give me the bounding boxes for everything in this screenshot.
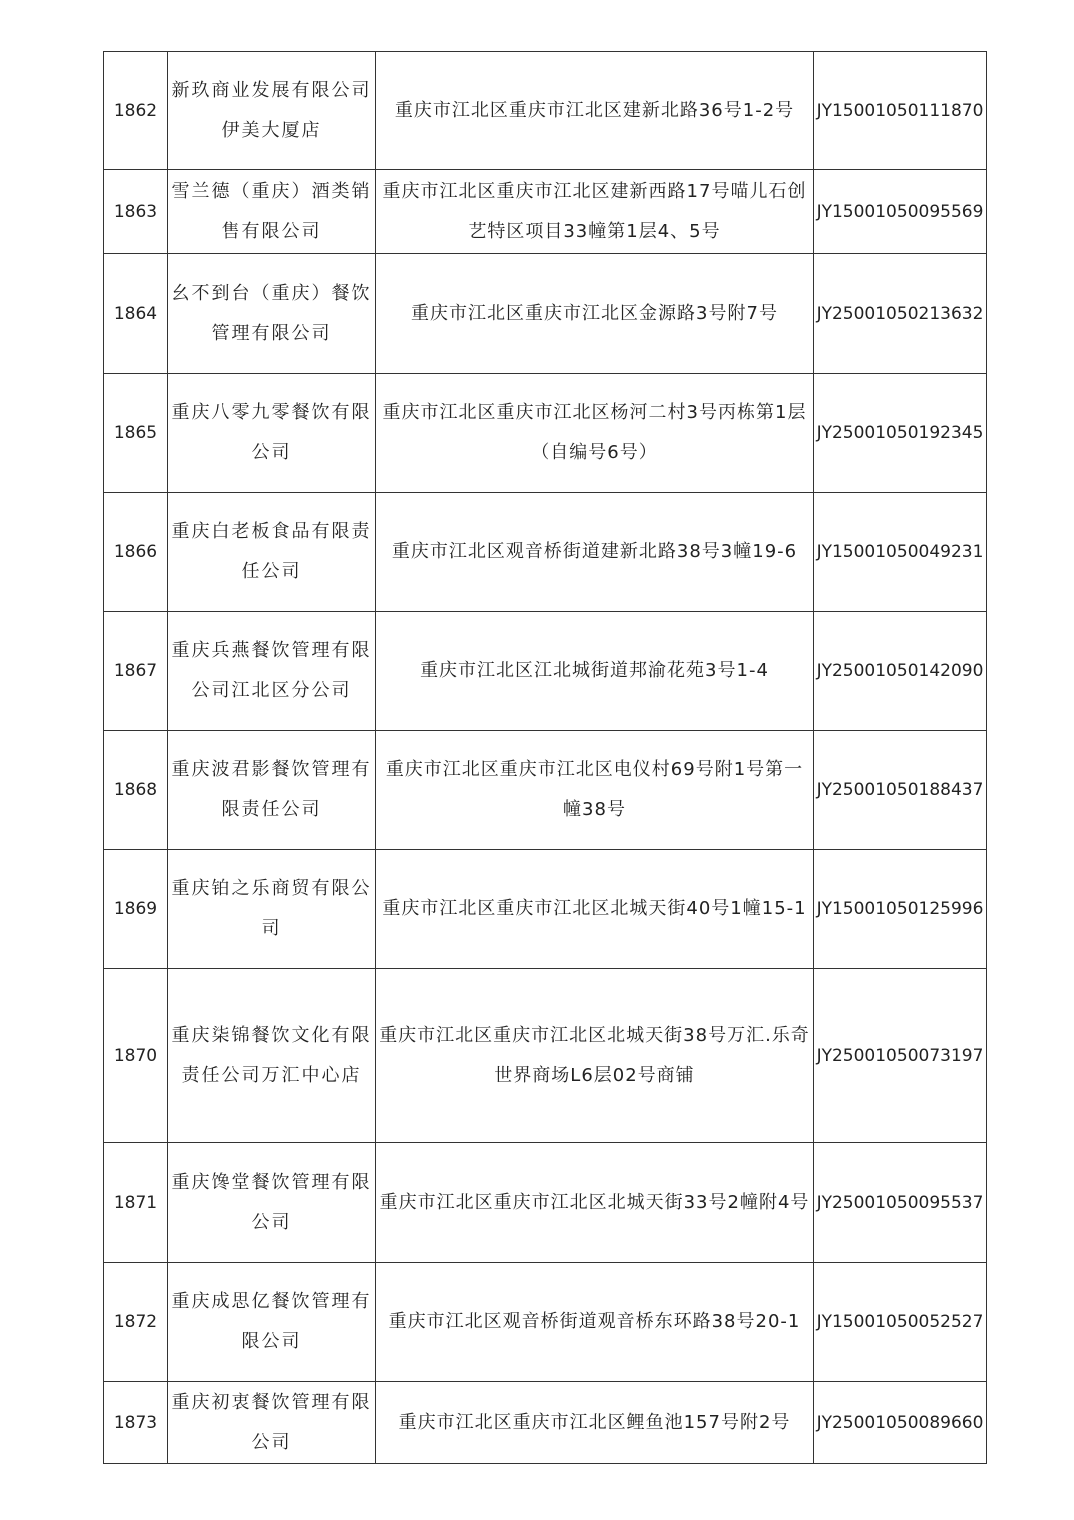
table-row bbox=[104, 1382, 987, 1464]
row-number: 1867 bbox=[104, 612, 168, 731]
table-row bbox=[104, 731, 987, 850]
row-number: 1864 bbox=[104, 254, 168, 374]
table-row bbox=[104, 969, 987, 1143]
license-number: JY25001050089660 bbox=[814, 1382, 987, 1464]
license-number: JY15001050111870 bbox=[814, 52, 987, 170]
row-number: 1865 bbox=[104, 374, 168, 493]
company-name: 重庆初衷餐饮管理有限公司 bbox=[168, 1382, 376, 1464]
company-name: 重庆成思亿餐饮管理有限公司 bbox=[168, 1263, 376, 1382]
row-number: 1863 bbox=[104, 170, 168, 254]
table-row bbox=[104, 374, 987, 493]
business-address: 重庆市江北区观音桥街道观音桥东环路38号20-1 bbox=[376, 1263, 814, 1382]
business-address: 重庆市江北区重庆市江北区北城天街33号2幢附4号 bbox=[376, 1143, 814, 1263]
license-number: JY25001050073197 bbox=[814, 969, 987, 1143]
company-name: 重庆波君影餐饮管理有限责任公司 bbox=[168, 731, 376, 850]
table-row bbox=[104, 1263, 987, 1382]
business-address: 重庆市江北区重庆市江北区建新北路36号1-2号 bbox=[376, 52, 814, 170]
business-address: 重庆市江北区重庆市江北区鲤鱼池157号附2号 bbox=[376, 1382, 814, 1464]
row-number: 1872 bbox=[104, 1263, 168, 1382]
row-number: 1869 bbox=[104, 850, 168, 969]
company-name: 重庆柒锦餐饮文化有限责任公司万汇中心店 bbox=[168, 969, 376, 1143]
business-address: 重庆市江北区观音桥街道建新北路38号3幢19-6 bbox=[376, 493, 814, 612]
business-address: 重庆市江北区重庆市江北区杨河二村3号丙栋第1层（自编号6号） bbox=[376, 374, 814, 493]
row-number: 1873 bbox=[104, 1382, 168, 1464]
table-row bbox=[104, 493, 987, 612]
business-address: 重庆市江北区重庆市江北区北城天街40号1幢15-1 bbox=[376, 850, 814, 969]
license-number: JY25001050213632 bbox=[814, 254, 987, 374]
company-name: 重庆八零九零餐饮有限公司 bbox=[168, 374, 376, 493]
business-address: 重庆市江北区江北城街道邦渝花苑3号1-4 bbox=[376, 612, 814, 731]
business-address: 重庆市江北区重庆市江北区建新西路17号喵儿石创艺特区项目33幢第1层4、5号 bbox=[376, 170, 814, 254]
business-address: 重庆市江北区重庆市江北区北城天街38号万汇.乐奇世界商场L6层02号商铺 bbox=[376, 969, 814, 1143]
company-name: 重庆馋堂餐饮管理有限公司 bbox=[168, 1143, 376, 1263]
license-number: JY25001050095537 bbox=[814, 1143, 987, 1263]
table-row bbox=[104, 52, 987, 170]
company-name: 重庆兵燕餐饮管理有限公司江北区分公司 bbox=[168, 612, 376, 731]
business-address: 重庆市江北区重庆市江北区金源路3号附7号 bbox=[376, 254, 814, 374]
row-number: 1868 bbox=[104, 731, 168, 850]
company-name: 重庆白老板食品有限责任公司 bbox=[168, 493, 376, 612]
company-name: 新玖商业发展有限公司伊美大厦店 bbox=[168, 52, 376, 170]
company-name: 幺不到台（重庆）餐饮管理有限公司 bbox=[168, 254, 376, 374]
row-number: 1866 bbox=[104, 493, 168, 612]
table-row bbox=[104, 1143, 987, 1263]
license-number: JY15001050125996 bbox=[814, 850, 987, 969]
table-row bbox=[104, 850, 987, 969]
license-number: JY15001050049231 bbox=[814, 493, 987, 612]
company-name: 雪兰德（重庆）酒类销售有限公司 bbox=[168, 170, 376, 254]
row-number: 1870 bbox=[104, 969, 168, 1143]
license-number: JY15001050095569 bbox=[814, 170, 987, 254]
license-number: JY25001050192345 bbox=[814, 374, 987, 493]
table-row bbox=[104, 170, 987, 254]
license-number: JY25001050142090 bbox=[814, 612, 987, 731]
license-number: JY15001050052527 bbox=[814, 1263, 987, 1382]
table-row bbox=[104, 254, 987, 374]
table-row bbox=[104, 612, 987, 731]
row-number: 1862 bbox=[104, 52, 168, 170]
business-address: 重庆市江北区重庆市江北区电仪村69号附1号第一幢38号 bbox=[376, 731, 814, 850]
company-name: 重庆铂之乐商贸有限公司 bbox=[168, 850, 376, 969]
row-number: 1871 bbox=[104, 1143, 168, 1263]
license-number: JY25001050188437 bbox=[814, 731, 987, 850]
business-license-table bbox=[103, 51, 987, 1464]
